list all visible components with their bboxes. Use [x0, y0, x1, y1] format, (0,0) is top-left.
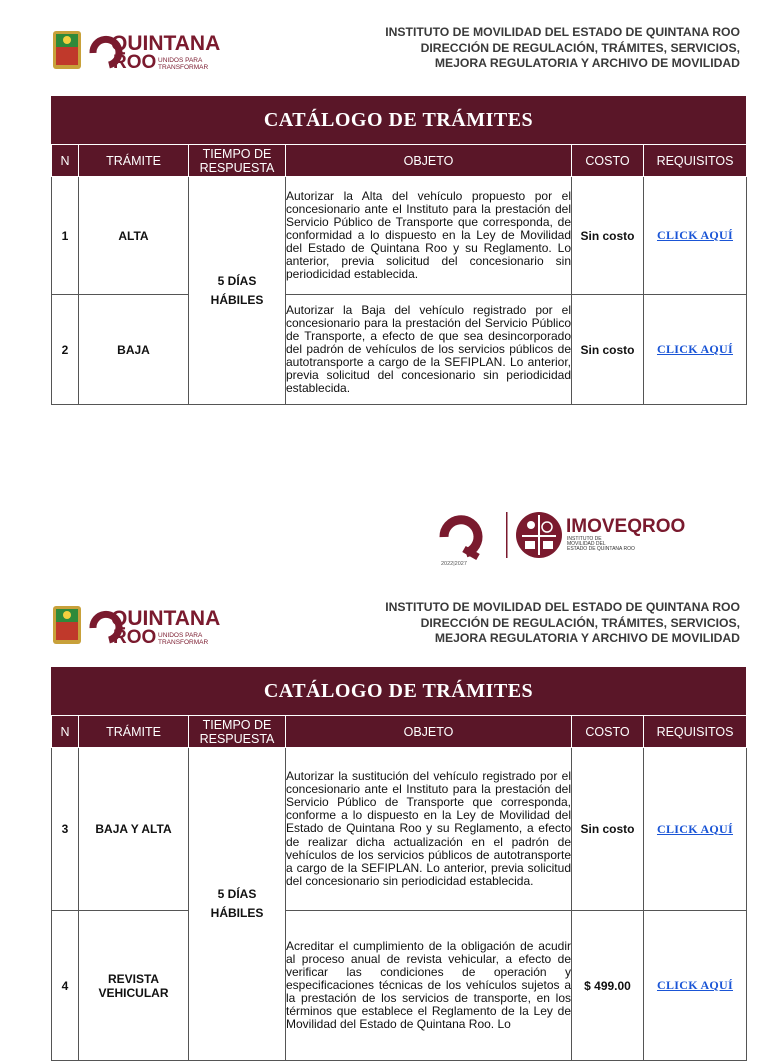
page-2 — [0, 595, 768, 1032]
col-n: N — [52, 145, 79, 177]
tramite-name: BAJA — [79, 295, 189, 405]
table-row — [52, 177, 747, 295]
response-time: 5 DÍAS HÁBILES — [189, 177, 286, 405]
requirements-link[interactable]: CLICK AQUÍ — [656, 228, 733, 242]
col-objeto: OBJETO — [286, 716, 572, 748]
requirements-cell — [644, 177, 747, 295]
requirements-link[interactable]: CLICK AQUÍ — [656, 342, 733, 356]
svg-text:QUINTANA: QUINTANA — [111, 607, 221, 630]
col-requisitos: REQUISITOS — [644, 716, 747, 748]
table-row — [52, 295, 747, 405]
requirements-link[interactable]: CLICK AQUÍ — [656, 821, 733, 836]
table-header-row — [52, 716, 747, 748]
page-header — [50, 25, 740, 85]
quintana-roo-logo — [50, 600, 250, 650]
row-number: 1 — [52, 177, 79, 295]
objeto-text: Autorizar la sustitución del vehículo registrado por el concesionario ante el Instituto para la prestación del Servicio Público de Transporte que corresponda, conforme a lo dispuesto en la Ley de Movilidad del Estado de Quintana Roo y su Reglamento, a efecto de realizar dicha actualización en el padrón de vehículos de los servicios públicos de autotransporte a cargo de la SEFIPLAN. Lo anterior, previa solicitud del concesionario sin periodicidad establecida. — [286, 748, 572, 911]
page-1 — [0, 0, 768, 420]
col-objeto: OBJETO — [286, 145, 572, 177]
col-tiempo: TIEMPO DE RESPUESTA — [189, 716, 286, 748]
svg-text:TRANSFORMAR: TRANSFORMAR — [158, 64, 209, 71]
table-row — [52, 911, 747, 1061]
procedures-table — [51, 715, 747, 1061]
requirements-cell — [644, 911, 747, 1061]
tramite-name: ALTA — [79, 177, 189, 295]
institute-heading — [385, 25, 740, 72]
svg-text:UNIDOS PARA: UNIDOS PARA — [158, 57, 203, 64]
objeto-text: Autorizar la Alta del vehículo propuesto por el concesionario ante el Instituto para la prestación del Servicio Público de Transporte que corresponda, de conformidad a lo dispuesto en la Ley de Movilidad del Estado de Quintana Roo y su Reglamento. Lo anterior, previa solicitud del concesionario sin periodicidad establecida. — [286, 177, 572, 295]
col-costo: COSTO — [572, 716, 644, 748]
svg-text:QUINTANA: QUINTANA — [111, 32, 221, 55]
requirements-link[interactable]: CLICK AQUÍ — [656, 978, 733, 992]
cost: Sin costo — [572, 177, 644, 295]
svg-text:IMOVEQROO: IMOVEQROO — [566, 516, 686, 537]
objeto-text: Autorizar la Baja del vehículo registrado por el concesionario para la prestación del Servicio Público de Transporte, a efecto de que sea desincorporado del padrón de vehículos de los servicios públicos de autotransporte a cargo de la SEFIPLAN. Lo anterior, previa solicitud del concesionario sin periodicidad establecida. — [286, 295, 572, 405]
table-row — [52, 748, 747, 911]
svg-text:2022|2027: 2022|2027 — [441, 561, 467, 567]
table-header-row — [52, 145, 747, 177]
header-line-3: MEJORA REGULATORIA Y ARCHIVO DE MOVILIDAD — [434, 631, 740, 645]
svg-text:ROO: ROO — [113, 52, 157, 73]
requirements-cell — [644, 748, 747, 911]
objeto-text: Acreditar el cumplimiento de la obligación de acudir al proceso anual de revista vehicular, a efecto de verificar las condiciones de operación y especificaciones técnicas de los vehículos sujetos a la prestación de los servicios de transporte, en los términos que establece el Reglamento de la Ley de Movilidad del Estado de Quintana Roo. Lo — [286, 911, 572, 1061]
header-line-1: INSTITUTO DE MOVILIDAD DEL ESTADO DE QUINTANA ROO — [385, 25, 740, 39]
col-tramite: TRÁMITE — [79, 145, 189, 177]
requirements-cell — [644, 295, 747, 405]
page-header — [50, 600, 740, 660]
institute-heading — [385, 600, 740, 647]
cost: $ 499.00 — [572, 911, 644, 1061]
catalog-title: CATÁLOGO DE TRÁMITES — [51, 667, 746, 715]
svg-text:ESTADO DE QUINTANA ROO: ESTADO DE QUINTANA ROO — [567, 546, 635, 552]
header-line-3: MEJORA REGULATORIA Y ARCHIVO DE MOVILIDAD — [434, 56, 740, 70]
tramite-name: BAJA Y ALTA — [79, 748, 189, 911]
row-number: 2 — [52, 295, 79, 405]
col-costo: COSTO — [572, 145, 644, 177]
svg-text:TRANSFORMAR: TRANSFORMAR — [158, 639, 209, 646]
quintana-roo-logo — [50, 25, 250, 75]
cost: Sin costo — [572, 295, 644, 405]
svg-text:INSTITUTO DE: INSTITUTO DE — [567, 536, 602, 542]
imoveqroo-logo — [436, 507, 736, 567]
svg-text:MOVILIDAD DEL: MOVILIDAD DEL — [567, 541, 606, 547]
tramite-name: REVISTA VEHICULAR — [79, 911, 189, 1061]
header-line-2: DIRECCIÓN DE REGULACIÓN, TRÁMITES, SERVICIOS, — [420, 615, 740, 630]
row-number: 3 — [52, 748, 79, 911]
catalog-title: CATÁLOGO DE TRÁMITES — [51, 96, 746, 144]
header-line-2: DIRECCIÓN DE REGULACIÓN, TRÁMITES, SERVICIOS, — [420, 40, 740, 55]
cost: Sin costo — [572, 748, 644, 911]
catalog-table-1 — [51, 96, 746, 405]
response-time: 5 DÍAS HÁBILES — [189, 748, 286, 1061]
catalog-table-2 — [51, 667, 746, 1061]
col-tramite: TRÁMITE — [79, 716, 189, 748]
row-number: 4 — [52, 911, 79, 1061]
col-tiempo: TIEMPO DE RESPUESTA — [189, 145, 286, 177]
col-n: N — [52, 716, 79, 748]
col-requisitos: REQUISITOS — [644, 145, 747, 177]
svg-text:ROO: ROO — [113, 627, 157, 648]
svg-text:UNIDOS PARA: UNIDOS PARA — [158, 632, 203, 639]
header-line-1: INSTITUTO DE MOVILIDAD DEL ESTADO DE QUINTANA ROO — [385, 600, 740, 614]
procedures-table — [51, 144, 747, 405]
